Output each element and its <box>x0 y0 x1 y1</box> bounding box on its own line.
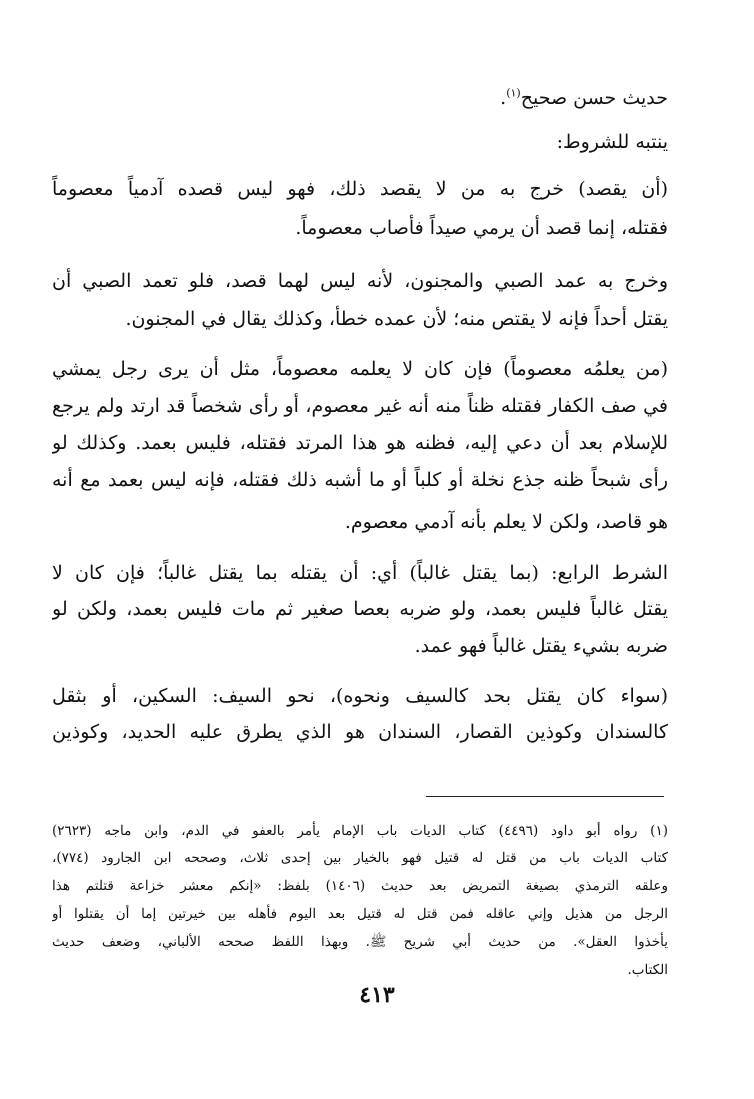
text-line: للإسلام بعد أن دعي إليه، فظنه هو هذا المرتد فقتله، فليس بعمد. وكذلك لو <box>52 432 668 454</box>
text-line: رأى شبحاً ظنه جذع نخلة أو كلباً أو ما أشبه ذلك فقتله، فإنه ليس بعمد مع أنه <box>52 469 668 491</box>
footnote-line: يأخذوا العقل». من حديث أبي شريح ﷺ. وبهذا اللفظ صححه الألباني، وضعف حديث <box>52 934 668 950</box>
footnote-separator <box>426 796 664 797</box>
footnote-line: الكتاب. <box>627 962 668 978</box>
text-line <box>52 82 668 114</box>
text-line: (من يعلمُه معصوماً) فإن كان لا يعلمه معصوماً، مثل أن يرى رجل يمشي <box>52 358 668 380</box>
text-line: وخرج به عمد الصبي والمجنون، لأنه ليس لهما قصد، فلو تعمد الصبي أن <box>52 270 668 292</box>
text-line: ضربه بشيء يقتل غالباً فهو عمد. <box>414 635 668 657</box>
text-line: الشرط الرابع: (بما يقتل غالباً) أي: أن يقتله بما يقتل غالباً؛ فإن كان لا <box>52 562 668 584</box>
text-line: ينتبه للشروط: <box>556 131 668 153</box>
text-line: هو قاصد، ولكن لا يعلم بأنه آدمي معصوم. <box>344 511 668 533</box>
footnote-line: كتاب الديات باب من قتل له قتيل فهو بالخيار بين إحدى ثلاث، وصححه ابن الجارود (٧٧٤)، <box>52 850 668 866</box>
line-punctuation: . <box>500 87 507 109</box>
footnote-line: (١) رواه أبو داود (٤٤٩٦) كتاب الديات باب الإمام يأمر بالعفو في الدم، وابن ماجه (٢٦٢٣) <box>52 823 668 839</box>
text-line: فقتله، إنما قصد أن يرمي صيداً فأصاب معصوماً. <box>295 217 668 239</box>
text-line: (سواء كان يقتل بحد كالسيف ونحوه)، نحو السيف: السكين، أو بثقل <box>52 685 668 707</box>
text-line: كالسندان وكوذين القصار، السندان هو الذي يطرق عليه الحديد، وكوذين <box>52 721 668 743</box>
footnote-line: الرجل من هذيل وإني عاقله فمن قتل له قتيل بعد اليوم فأهله بين خيرتين إما أن يقتلوا أو <box>52 906 668 922</box>
text-line: يقتل أحداً فإنه لا يقتص منه؛ لأن عمده خطأ، وكذلك يقال في المجنون. <box>125 308 668 330</box>
page-number: ٤١٣ <box>359 982 395 1008</box>
footnote-marker: (١) <box>506 86 521 100</box>
footnote-line: وعلقه الترمذي بصيغة التمريض بعد حديث (١٤٠٦) بلفظ: «إنكم معشر خزاعة قتلتم هذا <box>52 878 668 894</box>
line-text: حديث حسن صحيح <box>520 87 668 109</box>
text-line: يقتل غالباً فليس بعمد، ولو ضربه بعصا صغير ثم مات فليس بعمد، ولكن لو <box>52 598 668 620</box>
text-line: (أن يقصد) خرج به من لا يقصد ذلك، فهو ليس قصده آدمياً معصوماً <box>52 178 668 200</box>
text-line: في صف الكفار فقتله ظناً منه أنه غير معصوم، أو رأى شخصاً قد ارتد ولم يرجع <box>52 395 668 417</box>
